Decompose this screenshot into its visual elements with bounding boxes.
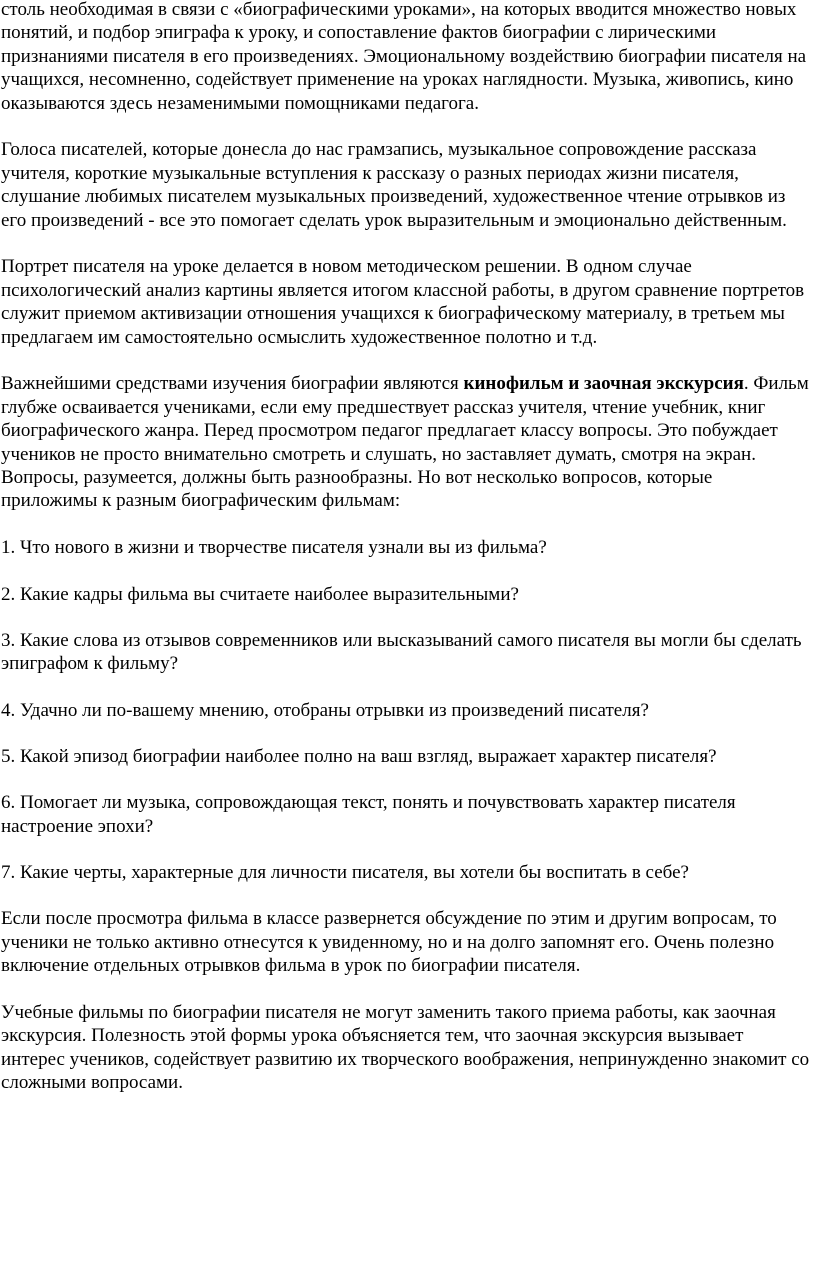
question-item: 5. Какой эпизод биографии наиболее полно на ваш взгляд, выражает характер писателя?	[1, 745, 717, 767]
paragraph-biographical-lessons: столь необходимая в связи с «биографическими уроками», на которых вводится множество новых понятий, и подбор эпиграфа к уроку, и сопоставление фактов биографии с лирическими признаниями писателя в его произведениях. Эмоциональному воздействию биографии писателя на учащихся, несомненно, содействует применение на уроках наглядности. Музыка, живопись, кино оказываются здесь незаменимыми помощниками педагога.	[1, 0, 807, 114]
paragraph-writer-portrait: Портрет писателя на уроке делается в новом методическом решении. В одном случае психологический анализ картины является итогом классной работы, в другом сравнение портретов служит приемом активизации отношения учащихся к биографическому материалу, в третьем мы предлагаем им самостоятельно осмыслить художественное полотно и т.д.	[1, 256, 805, 348]
question-item: 4. Удачно ли по-вашему мнению, отобраны отрывки из произведений писателя?	[1, 699, 649, 721]
study-means-body: . Фильм глубже осваивается учениками, если ему предшествует рассказ учителя, чтение учебник, книг биографического жанра. Перед просмотром педагог предлагает классу вопросы. Это побуждает учеников не просто внимательно смотреть и слушать, но заставляет думать, смотря на экран. Вопросы, разумеется, должны быть разнообразны. Но вот несколько вопросов, которые приложимы к разным биографическим фильмам:	[1, 373, 809, 512]
paragraph-writers-voices: Голоса писателей, которые донесла до нас грамзапись, музыкальное сопровождение рассказа учителя, короткие музыкальные вступления к рассказу о разных периодах жизни писателя, слушание любимых писателем музыкальных произведений, художественное чтение отрывков из его произведений - все это помогает сделать урок выразительным и эмоционально действенным.	[1, 139, 787, 231]
study-means-emphasis: кинофильм и заочная экскурсия	[463, 373, 744, 395]
question-item: 3. Какие слова из отзывов современников или высказываний самого писателя вы могли бы сделать эпиграфом к фильму?	[1, 629, 802, 675]
paragraph-virtual-excursion: Учебные фильмы по биографии писателя не могут заменить такого приема работы, как заочная экскурсия. Полезность этой формы урока объясняется тем, что заочная экскурсия вызывает интерес учеников, содействует развитию их творческого воображения, непринужденно знакомит со сложными вопросами.	[1, 1001, 810, 1093]
paragraph-study-means	[1, 372, 812, 512]
study-means-intro: Важнейшими средствами изучения биографии являются	[1, 373, 464, 395]
paragraph-film-discussion: Если после просмотра фильма в классе развернется обсуждение по этим и другим вопросам, то ученики не только активно отнесутся к увиденному, но и на долго запомнят его. Очень полезно включение отдельных отрывков фильма в урок по биографии писателя.	[1, 908, 777, 976]
question-item: 2. Какие кадры фильма вы считаете наиболее выразительными?	[1, 583, 519, 605]
question-item: 6. Помогает ли музыка, сопровождающая текст, понять и почувствовать характер писателя настроение эпохи?	[1, 792, 736, 837]
question-item: 7. Какие черты, характерные для личности писателя, вы хотели бы воспитать в себе?	[1, 861, 689, 883]
question-item: 1. Что нового в жизни и творчестве писателя узнали вы из фильма?	[1, 537, 547, 559]
